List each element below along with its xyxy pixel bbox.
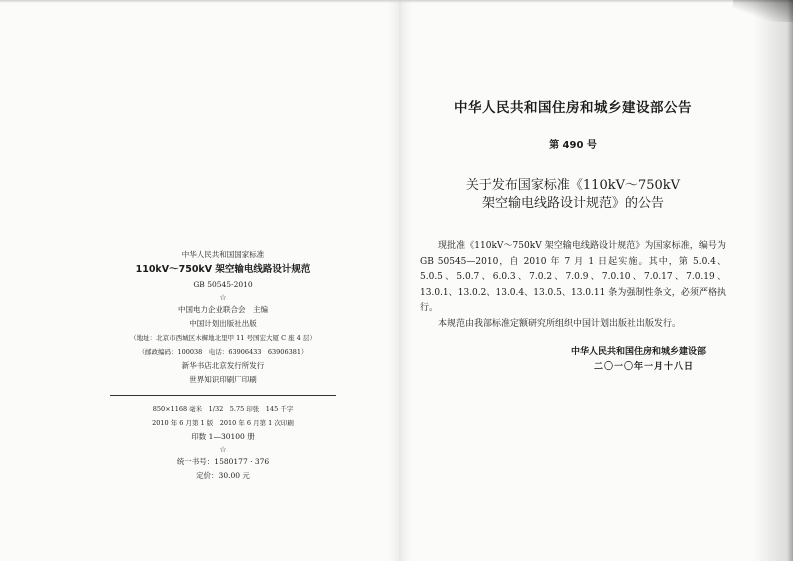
colophon-edition: 2010 年 6 月第 1 版 2010 年 6 月第 1 次印刷 bbox=[152, 419, 294, 427]
announcement-paragraph-1: 现批准《110kV～750kV 架空输电线路设计规范》为国家标准，编号为 GB 50545—2010，自 2010 年 7 月 1 日起实施。其中，第 5.0.4、5.0.5、5.0.7、6.0.3、7.0.2、7.0.9、7.0.10、7.0.17、7.0.19、13.0.1、13.0.2、13.0.4、13.0.5、13.0.11 条为强制性条文，必须严格执行。 bbox=[420, 241, 726, 313]
colophon-address: （地址：北京市西城区木樨地北里甲 11 号国宏大厦 C 座 4 层） bbox=[130, 334, 316, 342]
announcement-body bbox=[420, 239, 726, 332]
scan-top-edge bbox=[0, 0, 793, 3]
colophon-editor: 中国电力企业联合会 主编 bbox=[178, 305, 268, 314]
scan-right-shadow bbox=[753, 0, 793, 561]
colophon-rule bbox=[110, 395, 336, 396]
scan-corner-shadow bbox=[733, 0, 793, 22]
colophon-star-divider-2: ☆ bbox=[219, 445, 227, 454]
announcement-signature: 中华人民共和国住房和城乡建设部 bbox=[570, 347, 706, 357]
announcement-subtitle bbox=[420, 177, 726, 213]
colophon-postcode-phone: （邮政编码：100038 电话：63906433 63906381） bbox=[138, 348, 308, 356]
colophon-star-divider: ☆ bbox=[219, 293, 227, 302]
announcement-paragraph-2: 本规范由我部标准定额研究所组织中国计划出版社出版发行。 bbox=[438, 318, 682, 329]
colophon-printer: 世界知识印刷厂印刷 bbox=[189, 375, 257, 384]
colophon-format: 850×1168 毫米 1/32 5.75 印张 145 千字 bbox=[152, 405, 294, 413]
colophon-standard-code: GB 50545-2010 bbox=[193, 280, 253, 289]
colophon-distributor: 新华书店北京发行所发行 bbox=[181, 361, 265, 370]
announcement-block bbox=[420, 90, 726, 374]
colophon-series: 中华人民共和国国家标准 bbox=[181, 250, 265, 259]
colophon-print-run: 印数 1—30100 册 bbox=[191, 432, 255, 441]
colophon-book-title: 110kV～750kV 架空输电线路设计规范 bbox=[135, 264, 311, 275]
announcement-date: 二〇一〇年一月十八日 bbox=[593, 362, 694, 372]
colophon-block bbox=[110, 248, 336, 483]
colophon-publisher: 中国计划出版社出版 bbox=[189, 319, 257, 328]
colophon-price: 定价：30.00 元 bbox=[196, 471, 250, 480]
colophon-book-number: 统一书号：1580177 · 376 bbox=[176, 457, 270, 466]
book-gutter bbox=[388, 0, 412, 561]
announcement-subtitle-line-2: 架空输电线路设计规范》的公告 bbox=[481, 196, 664, 211]
announcement-title: 中华人民共和国住房和城乡建设部公告 bbox=[454, 100, 692, 116]
announcement-subtitle-line-1: 关于发布国家标准《110kV～750kV bbox=[465, 178, 681, 193]
announcement-number: 第 490 号 bbox=[549, 140, 597, 151]
